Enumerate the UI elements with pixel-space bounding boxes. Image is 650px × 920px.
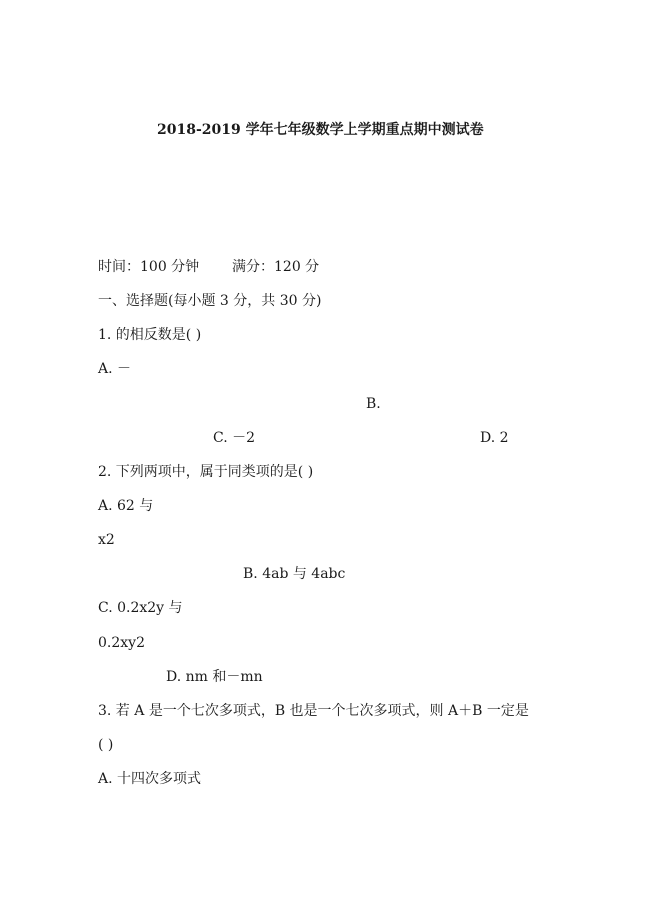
q2-stem: 2. 下列两项中，属于同类项的是( )	[98, 464, 314, 480]
q2-option-d: D. nm 和－mn	[166, 669, 263, 685]
q3-option-a: A. 十四次多项式	[98, 771, 202, 787]
q2-option-b: B. 4ab 与 4abc	[243, 566, 346, 582]
q1-option-d: D. 2	[480, 430, 509, 446]
exam-score: 满分：120 分	[232, 259, 320, 275]
section-heading: 一、选择题(每小题 3 分，共 30 分)	[98, 293, 322, 309]
q2-option-a-continued: x2	[98, 532, 115, 548]
q3-stem-continued: ( )	[98, 737, 114, 753]
q1-option-c: C. －2	[213, 430, 256, 446]
q1-option-a: A. －	[98, 361, 132, 377]
q1-option-b: B.	[366, 396, 381, 412]
page-title: 2018-2019 学年七年级数学上学期重点期中测试卷	[157, 122, 484, 138]
q2-option-c: C. 0.2x2y 与	[98, 600, 183, 616]
q2-option-a: A. 62 与	[98, 498, 154, 514]
q1-stem: 1. 的相反数是( )	[98, 327, 202, 343]
exam-time: 时间：100 分钟	[98, 259, 200, 275]
q2-option-c-continued: 0.2xy2	[98, 635, 145, 651]
q3-stem: 3. 若 A 是一个七次多项式，B 也是一个七次多项式，则 A＋B 一定是	[98, 703, 529, 719]
